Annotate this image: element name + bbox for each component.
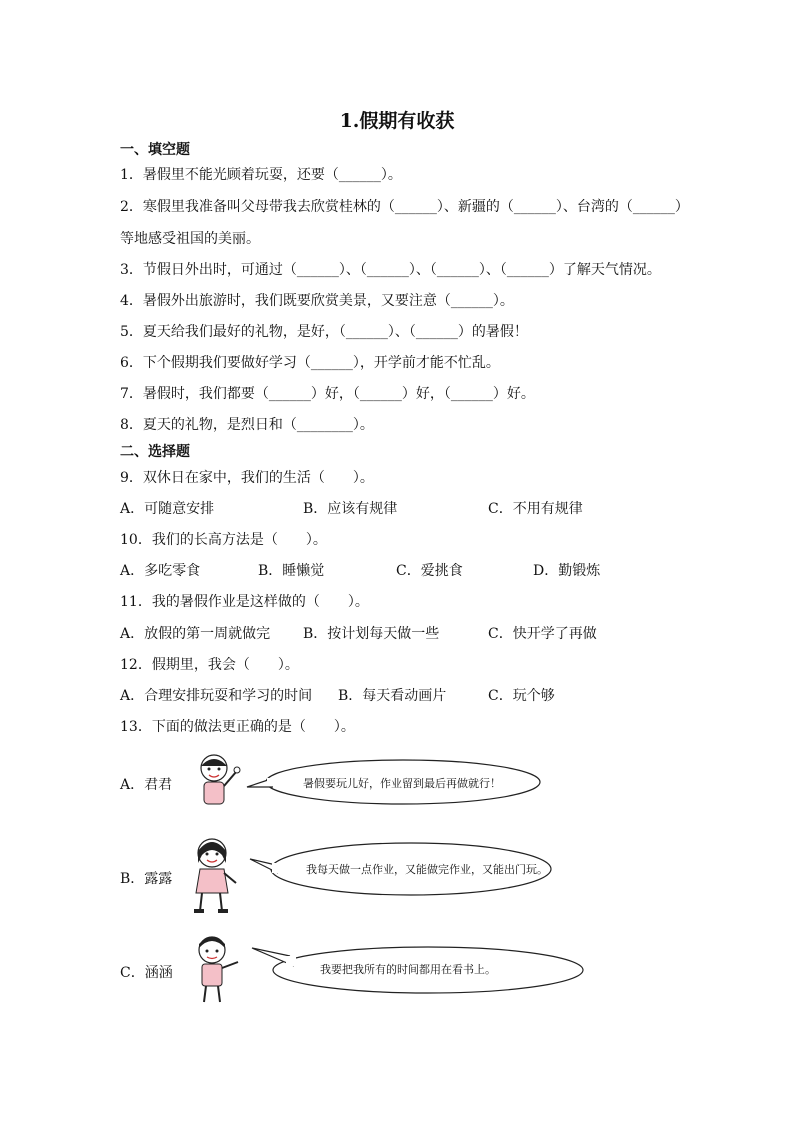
- page-title: 1.假期有收获: [339, 110, 455, 132]
- choice-question-11: 11．我的暑假作业是这样做的（ ）。: [120, 594, 369, 610]
- fill-question-2: 2．寒假里我准备叫父母带我去欣赏桂林的（______）、新疆的（______）、台湾的（______）: [120, 199, 689, 215]
- option-c: C．快开学了再做: [488, 626, 597, 642]
- boy-figure-c: [190, 934, 246, 1006]
- option-c: C．爱挑食: [396, 563, 463, 579]
- fill-question-8: 8．夏天的礼物，是烈日和（________）。: [120, 417, 374, 433]
- speech-text-c: 我要把我所有的时间都用在看书上。: [320, 963, 496, 976]
- speech-text-a: 暑假要玩儿好，作业留到最后再做就行！: [303, 777, 501, 790]
- candidate-b-label: B．露露: [120, 871, 173, 887]
- option-d: D．勤锻炼: [533, 563, 601, 579]
- option-a: A．放假的第一周就做完: [120, 626, 271, 642]
- option-a: A．多吃零食: [120, 563, 201, 579]
- option-c: C．玩个够: [488, 688, 555, 704]
- choice-question-10: 10．我们的长高方法是（ ）。: [120, 532, 327, 548]
- fill-question-1: 1．暑假里不能光顾着玩耍，还要（______）。: [120, 167, 402, 183]
- fill-question-3: 3．节假日外出时，可通过（______）、（______）、（______）、（______）了解天气情况。: [120, 262, 661, 278]
- section-fill-heading: 一、填空题: [120, 142, 190, 158]
- candidate-c-label: C．涵涵: [120, 965, 173, 981]
- option-b: B．应该有规律: [303, 501, 398, 517]
- fill-question-7: 7．暑假时，我们都要（______）好，（______）好，（______）好。: [120, 386, 535, 402]
- option-a: A．合理安排玩耍和学习的时间: [120, 688, 313, 704]
- fill-question-4: 4．暑假外出旅游时，我们既要欣赏美景，又要注意（______）。: [120, 293, 514, 309]
- girl-figure-b: [186, 835, 242, 915]
- speech-text-b: 我每天做一点作业，又能做完作业，又能出门玩。: [306, 863, 548, 876]
- section-choice-heading: 二、选择题: [120, 444, 190, 460]
- choice-question-9: 9．双休日在家中，我们的生活（ ）。: [120, 470, 374, 486]
- fill-question-5: 5．夏天给我们最好的礼物，是好，（______）、（______）的暑假！: [120, 324, 528, 340]
- candidate-a-label: A．君君: [120, 777, 173, 793]
- option-a: A．可随意安排: [120, 501, 215, 517]
- option-b: B．按计划每天做一些: [303, 626, 440, 642]
- option-b: B．每天看动画片: [338, 688, 447, 704]
- choice-question-13: 13．下面的做法更正确的是（ ）。: [120, 719, 355, 735]
- fill-question-6: 6．下个假期我们要做好学习（______），开学前才能不忙乱。: [120, 355, 500, 371]
- choice-question-12: 12．假期里，我会（ ）。: [120, 657, 299, 673]
- boy-figure-a: [190, 752, 246, 810]
- option-c: C．不用有规律: [488, 501, 583, 517]
- option-b: B．睡懒觉: [258, 563, 325, 579]
- fill-question-2-cont: 等地感受祖国的美丽。: [120, 231, 260, 247]
